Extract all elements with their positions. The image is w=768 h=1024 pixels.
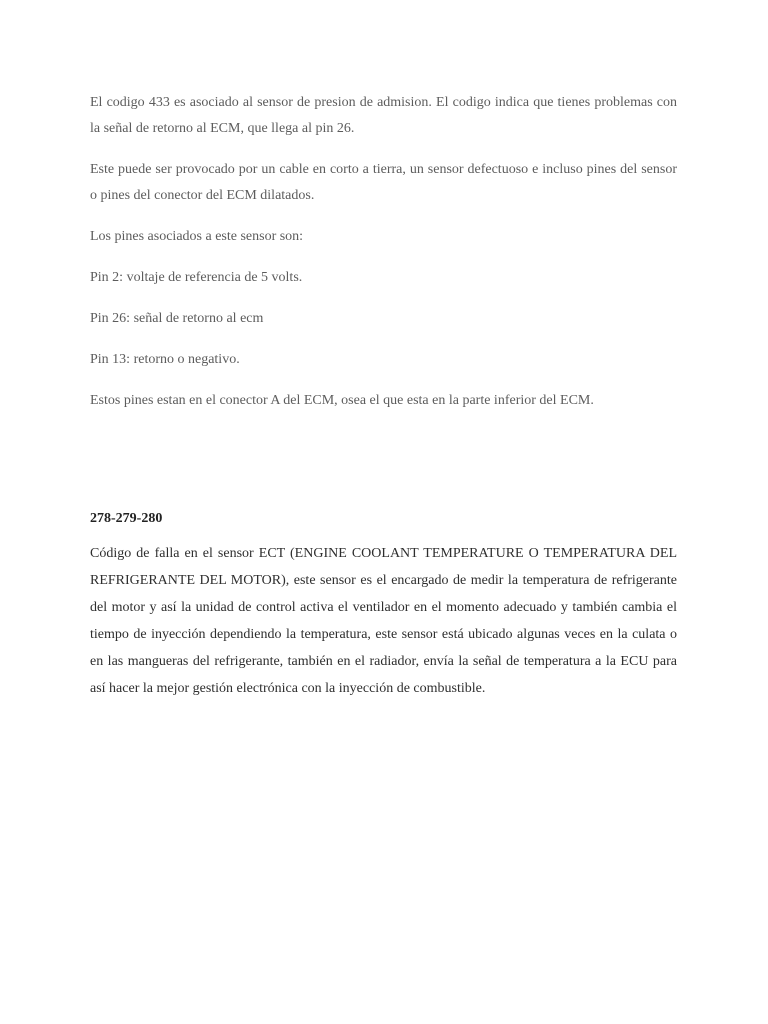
paragraph-pins-intro: Los pines asociados a este sensor son: <box>90 229 304 244</box>
paragraph-ect-sensor: Código de falla en el sensor ECT (ENGINE COOLANT TEMPERATURE O TEMPERATURA DEL REFRIGERANTE DEL MOTOR), este sensor es el encargado de medir la temperatura de refrigerante del motor y así la unidad de control activa el ventilador en el momento adecuado y también cambia el tiempo de inyección dependiendo la temperatura, este sensor está ubicado algunas veces en la culata o en las mangueras del refrigerante, también en el radiador, envía la señal de temperatura a la ECU para así hacer la mejor gestión electrónica con la inyección de combustible. <box>90 546 677 696</box>
paragraph-pin-2: Pin 2: voltaje de referencia de 5 volts. <box>90 270 303 285</box>
section-code-433 <box>90 90 677 414</box>
paragraph-code-433-intro: El codigo 433 es asociado al sensor de presion de admision. El codigo indica que tienes problemas con la señal de retorno al ECM, que llega al pin 26. <box>90 95 677 136</box>
paragraph-pin-26: Pin 26: señal de retorno al ecm <box>90 311 264 326</box>
section-heading: 278-279-280 <box>90 511 163 526</box>
paragraph-connector: Estos pines estan en el conector A del ECM, osea el que esta en la parte inferior del ECM. <box>90 393 594 408</box>
section-code-278-279-280 <box>90 508 677 702</box>
document-page <box>90 90 677 696</box>
paragraph-causes: Este puede ser provocado por un cable en corto a tierra, un sensor defectuoso e incluso pines del sensor o pines del conector del ECM dilatados. <box>90 162 677 203</box>
paragraph-pin-13: Pin 13: retorno o negativo. <box>90 352 240 367</box>
